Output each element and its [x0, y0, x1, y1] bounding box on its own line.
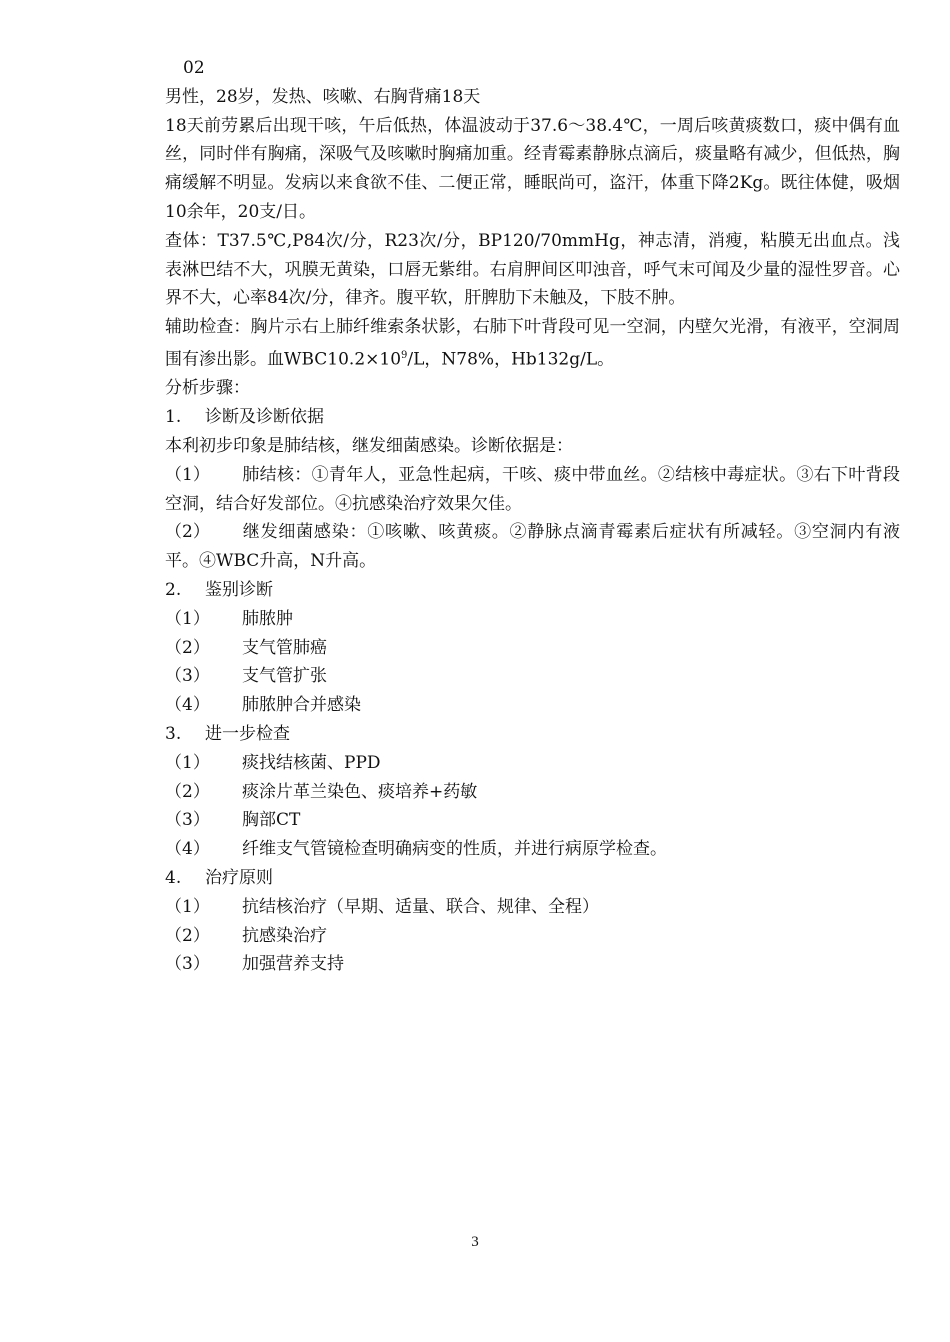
exponent: 9: [401, 349, 408, 361]
list-item-number: （2）: [165, 925, 210, 946]
list-item-number: （3）: [165, 810, 210, 831]
list-item-number: （2）: [165, 781, 210, 802]
section-heading: [165, 576, 900, 605]
section-title: 诊断及诊断依据: [205, 407, 324, 428]
section-number: 1.: [165, 407, 182, 428]
list-item-text: 胸部CT: [242, 810, 301, 831]
document-body: [165, 54, 900, 979]
list-item: [165, 634, 900, 663]
list-item-text: 肺结核：①青年人，亚急性起病，干咳、痰中带血丝。②结核中毒症状。③右下叶背段空洞，结合好发部位。④抗感染治疗效果欠佳。: [165, 464, 900, 514]
list-item-text: 痰找结核菌、PPD: [242, 752, 381, 773]
page-number: 3: [471, 1234, 479, 1250]
history-paragraph: 18天前劳累后出现干咳，午后低热，体温波动于37.6～38.4℃，一周后咳黄痰数口，痰中偶有血丝，同时伴有胸痛，深吸气及咳嗽时胸痛加重。经青霉素静脉点滴后，痰量略有减少，但低热，胸痛缓解不明显。发病以来食欲不佳、二便正常，睡眠尚可，盗汗，体重下降2Kg。既往体健，吸烟10余年，20支/日。: [165, 115, 900, 222]
list-item: [165, 893, 900, 922]
list-item-text: 加强营养支持: [242, 954, 344, 975]
list-item-number: （1）: [165, 464, 210, 485]
auxiliary-exam-unit: /L，N78%，Hb132g/L。: [407, 349, 615, 370]
section-title: 治疗原则: [205, 867, 273, 888]
list-item-number: （4）: [165, 695, 210, 716]
list-item: [165, 605, 900, 634]
list-item: [165, 778, 900, 807]
physical-exam-paragraph: 查体：T37.5℃,P84次/分，R23次/分，BP120/70mmHg，神志清，消瘦，粘膜无出血点。浅表淋巴结不大，巩膜无黄染，口唇无紫绀。右肩胛间区叩浊音，呼气末可闻及少量的湿性罗音。心界不大，心率84次/分，律齐。腹平软，肝脾肋下未触及，下肢不肿。: [165, 230, 900, 309]
list-item-text: 支气管扩张: [242, 666, 327, 687]
list-item: [165, 922, 900, 951]
auxiliary-exam-paragraph: [165, 313, 900, 374]
list-item: [165, 461, 900, 519]
case-id: 02: [183, 58, 205, 78]
section-heading: [165, 720, 900, 749]
list-item: [165, 806, 900, 835]
section-heading: [165, 403, 900, 432]
list-item-text: 痰涂片革兰染色、痰培养+药敏: [242, 781, 478, 802]
list-item-number: （4）: [165, 839, 210, 860]
list-item-text: 抗感染治疗: [242, 925, 327, 946]
section-number: 4.: [165, 867, 182, 888]
list-item-number: （3）: [165, 954, 210, 975]
list-item: [165, 749, 900, 778]
section-heading: [165, 864, 900, 893]
section-title: 进一步检查: [205, 723, 290, 744]
section-title: 鉴别诊断: [205, 580, 273, 600]
list-item-number: （2）: [165, 522, 210, 543]
list-item: [165, 835, 900, 864]
list-item: [165, 662, 900, 691]
list-item-text: 纤维支气管镜检查明确病变的性质，并进行病原学检查。: [242, 839, 667, 860]
list-item-text: 肺脓肿合并感染: [242, 695, 361, 716]
list-item-number: （1）: [165, 608, 210, 629]
list-item-text: 继发细菌感染：①咳嗽、咳黄痰。②静脉点滴青霉素后症状有所减轻。③空洞内有液平。④WBC升高，N升高。: [165, 522, 900, 572]
list-item-number: （3）: [165, 666, 210, 687]
section-number: 2.: [165, 580, 182, 600]
list-item: [165, 691, 900, 720]
list-item-number: （2）: [165, 637, 210, 658]
list-item-text: 抗结核治疗（早期、适量、联合、规律、全程）: [242, 896, 599, 917]
list-item-text: 肺脓肿: [242, 608, 293, 629]
auxiliary-exam-text: 辅助检查：胸片示右上肺纤维索条状影，右肺下叶背段可见一空洞，内壁欠光滑，有液平，空洞周围有渗出影。血WBC10.2×10: [165, 317, 900, 370]
list-item: [165, 518, 900, 576]
chief-complaint: 男性，28岁，发热、咳嗽、右胸背痛18天: [165, 86, 481, 107]
list-item: [165, 950, 900, 979]
list-item-text: 支气管肺癌: [242, 637, 327, 658]
section-number: 3.: [165, 723, 182, 744]
analysis-heading: 分析步骤：: [165, 378, 250, 399]
list-item-number: （1）: [165, 896, 210, 917]
section-intro: 本利初步印象是肺结核，继发细菌感染。诊断依据是：: [165, 436, 573, 457]
list-item-number: （1）: [165, 752, 210, 773]
